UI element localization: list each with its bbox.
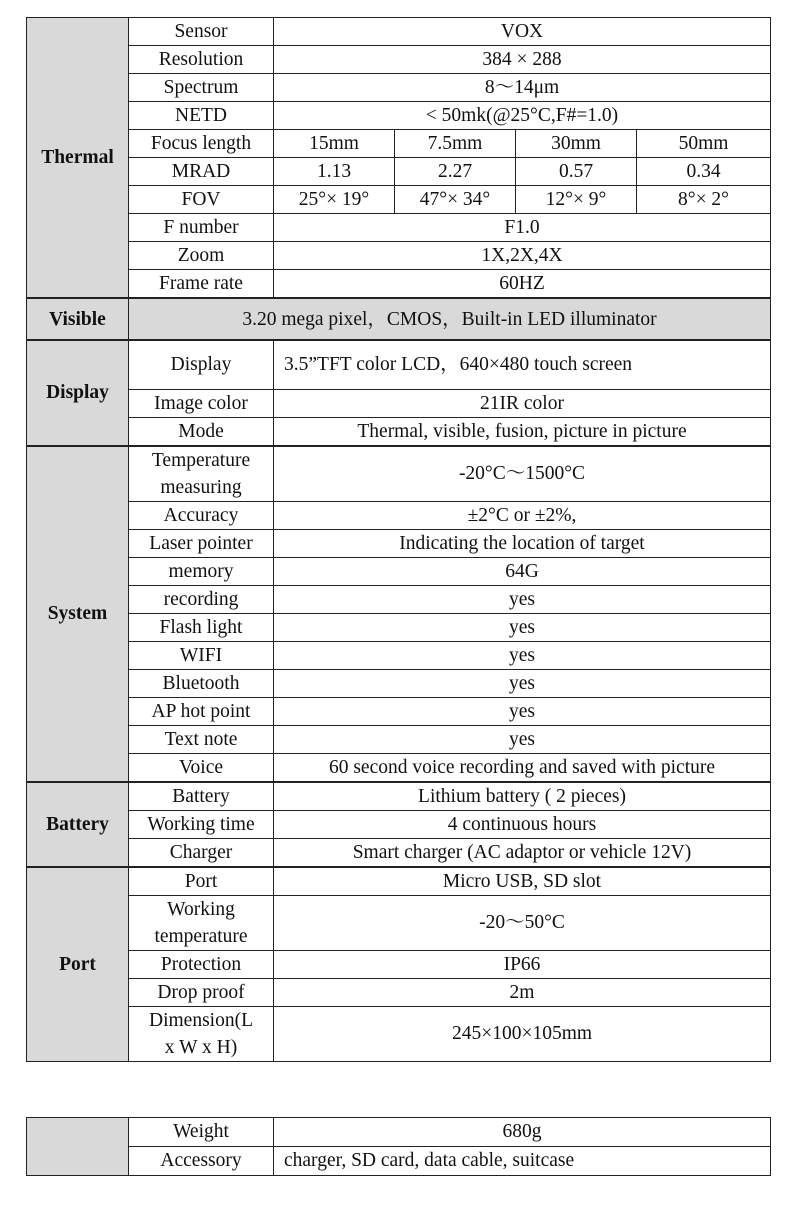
value-focus-length-4: 50mm <box>637 130 771 158</box>
value-accessory: charger, SD card, data cable, suitcase <box>274 1147 771 1176</box>
label-port: Port <box>129 867 274 896</box>
value-frame-rate: 60HZ <box>274 270 771 299</box>
value-charger: Smart charger (AC adaptor or vehicle 12V) <box>274 838 771 867</box>
value-accuracy: ±2°C or ±2%, <box>274 501 771 529</box>
value-working-time: 4 continuous hours <box>274 810 771 838</box>
spec-table-extra <box>26 1117 771 1176</box>
label-text-note: Text note <box>129 725 274 753</box>
label-voice: Voice <box>129 753 274 782</box>
value-fov-1: 25°× 19° <box>274 186 395 214</box>
category-battery: Battery <box>27 782 129 867</box>
row-bluetooth <box>27 669 771 697</box>
row-protection <box>27 950 771 978</box>
spec-table <box>26 17 771 1062</box>
label-working-temp <box>129 895 274 950</box>
value-port: Micro USB, SD slot <box>274 867 771 896</box>
row-frame-rate <box>27 270 771 299</box>
label-spectrum: Spectrum <box>129 74 274 102</box>
value-ap: yes <box>274 697 771 725</box>
label-netd: NETD <box>129 102 274 130</box>
row-accuracy <box>27 501 771 529</box>
label-temperature <box>129 446 274 502</box>
row-resolution <box>27 46 771 74</box>
label-focus-length: Focus length <box>129 130 274 158</box>
value-laser: Indicating the location of target <box>274 529 771 557</box>
label-sensor: Sensor <box>129 18 274 46</box>
row-text-note <box>27 725 771 753</box>
value-mrad-2: 2.27 <box>395 158 516 186</box>
label-dimension-line2: x W x H) <box>164 1036 238 1058</box>
label-dimension-line1: Dimension(L <box>149 1009 253 1031</box>
label-drop: Drop proof <box>129 978 274 1006</box>
value-spectrum: 8～14μm <box>274 74 771 102</box>
label-working-temp-line1: Working <box>167 898 235 920</box>
value-bluetooth: yes <box>274 669 771 697</box>
category-thermal: Thermal <box>27 18 129 299</box>
value-battery: Lithium battery ( 2 pieces) <box>274 782 771 811</box>
row-laser <box>27 529 771 557</box>
row-mode <box>27 417 771 446</box>
row-recording <box>27 585 771 613</box>
row-charger <box>27 838 771 867</box>
row-mrad <box>27 158 771 186</box>
label-flash: Flash light <box>129 613 274 641</box>
label-working-temp-line2: temperature <box>154 925 248 947</box>
value-flash: yes <box>274 613 771 641</box>
value-focus-length-2: 7.5mm <box>395 130 516 158</box>
value-mrad-4: 0.34 <box>637 158 771 186</box>
value-visible: 3.20 mega pixel，CMOS，Built-in LED illuminator <box>129 298 771 340</box>
row-spectrum <box>27 74 771 102</box>
label-mode: Mode <box>129 417 274 446</box>
row-dimension <box>27 1006 771 1061</box>
label-memory: memory <box>129 557 274 585</box>
label-protection: Protection <box>129 950 274 978</box>
value-drop: 2m <box>274 978 771 1006</box>
category-port: Port <box>27 867 129 1062</box>
label-weight: Weight <box>129 1118 274 1147</box>
row-visible <box>27 298 771 340</box>
value-fov-2: 47°× 34° <box>395 186 516 214</box>
label-frame-rate: Frame rate <box>129 270 274 299</box>
value-recording: yes <box>274 585 771 613</box>
row-weight <box>27 1118 771 1147</box>
row-working-time <box>27 810 771 838</box>
row-display <box>27 340 771 389</box>
label-accessory: Accessory <box>129 1147 274 1176</box>
value-protection: IP66 <box>274 950 771 978</box>
value-fov-3: 12°× 9° <box>516 186 637 214</box>
label-temperature-line2: measuring <box>160 476 242 498</box>
row-temperature <box>27 446 771 502</box>
row-sensor <box>27 18 771 46</box>
value-text-note: yes <box>274 725 771 753</box>
value-resolution: 384 × 288 <box>274 46 771 74</box>
label-laser: Laser pointer <box>129 529 274 557</box>
value-mrad-1: 1.13 <box>274 158 395 186</box>
label-working-time: Working time <box>129 810 274 838</box>
value-weight: 680g <box>274 1118 771 1147</box>
value-dimension: 245×100×105mm <box>274 1006 771 1061</box>
label-wifi: WIFI <box>129 641 274 669</box>
value-memory: 64G <box>274 557 771 585</box>
category-system: System <box>27 446 129 782</box>
label-mrad: MRAD <box>129 158 274 186</box>
value-fov-4: 8°× 2° <box>637 186 771 214</box>
value-sensor: VOX <box>274 18 771 46</box>
value-f-number: F1.0 <box>274 214 771 242</box>
row-wifi <box>27 641 771 669</box>
row-drop <box>27 978 771 1006</box>
value-netd: < 50mk(@25°C,F#=1.0) <box>274 102 771 130</box>
row-ap <box>27 697 771 725</box>
label-bluetooth: Bluetooth <box>129 669 274 697</box>
value-focus-length-1: 15mm <box>274 130 395 158</box>
value-focus-length-3: 30mm <box>516 130 637 158</box>
row-flash <box>27 613 771 641</box>
label-f-number: F number <box>129 214 274 242</box>
value-mrad-3: 0.57 <box>516 158 637 186</box>
label-fov: FOV <box>129 186 274 214</box>
label-battery: Battery <box>129 782 274 811</box>
row-image-color <box>27 389 771 417</box>
row-accessory <box>27 1147 771 1176</box>
category-visible: Visible <box>27 298 129 340</box>
row-netd <box>27 102 771 130</box>
row-memory <box>27 557 771 585</box>
row-zoom <box>27 242 771 270</box>
label-dimension <box>129 1006 274 1061</box>
value-voice: 60 second voice recording and saved with picture <box>274 753 771 782</box>
label-recording: recording <box>129 585 274 613</box>
label-display: Display <box>129 340 274 389</box>
label-image-color: Image color <box>129 389 274 417</box>
value-display: 3.5”TFT color LCD，640×480 touch screen <box>274 340 771 389</box>
row-f-number <box>27 214 771 242</box>
label-charger: Charger <box>129 838 274 867</box>
label-resolution: Resolution <box>129 46 274 74</box>
label-accuracy: Accuracy <box>129 501 274 529</box>
value-image-color: 21IR color <box>274 389 771 417</box>
row-working-temp <box>27 895 771 950</box>
row-fov <box>27 186 771 214</box>
value-mode: Thermal, visible, fusion, picture in picture <box>274 417 771 446</box>
row-voice <box>27 753 771 782</box>
value-zoom: 1X,2X,4X <box>274 242 771 270</box>
row-focus-length <box>27 130 771 158</box>
value-working-temp: -20～50°C <box>274 895 771 950</box>
row-port <box>27 867 771 896</box>
category-blank <box>27 1118 129 1176</box>
row-battery <box>27 782 771 811</box>
label-zoom: Zoom <box>129 242 274 270</box>
value-temperature: -20°C～1500°C <box>274 446 771 502</box>
category-display: Display <box>27 340 129 446</box>
value-wifi: yes <box>274 641 771 669</box>
label-temperature-line1: Temperature <box>151 449 251 471</box>
label-ap: AP hot point <box>129 697 274 725</box>
